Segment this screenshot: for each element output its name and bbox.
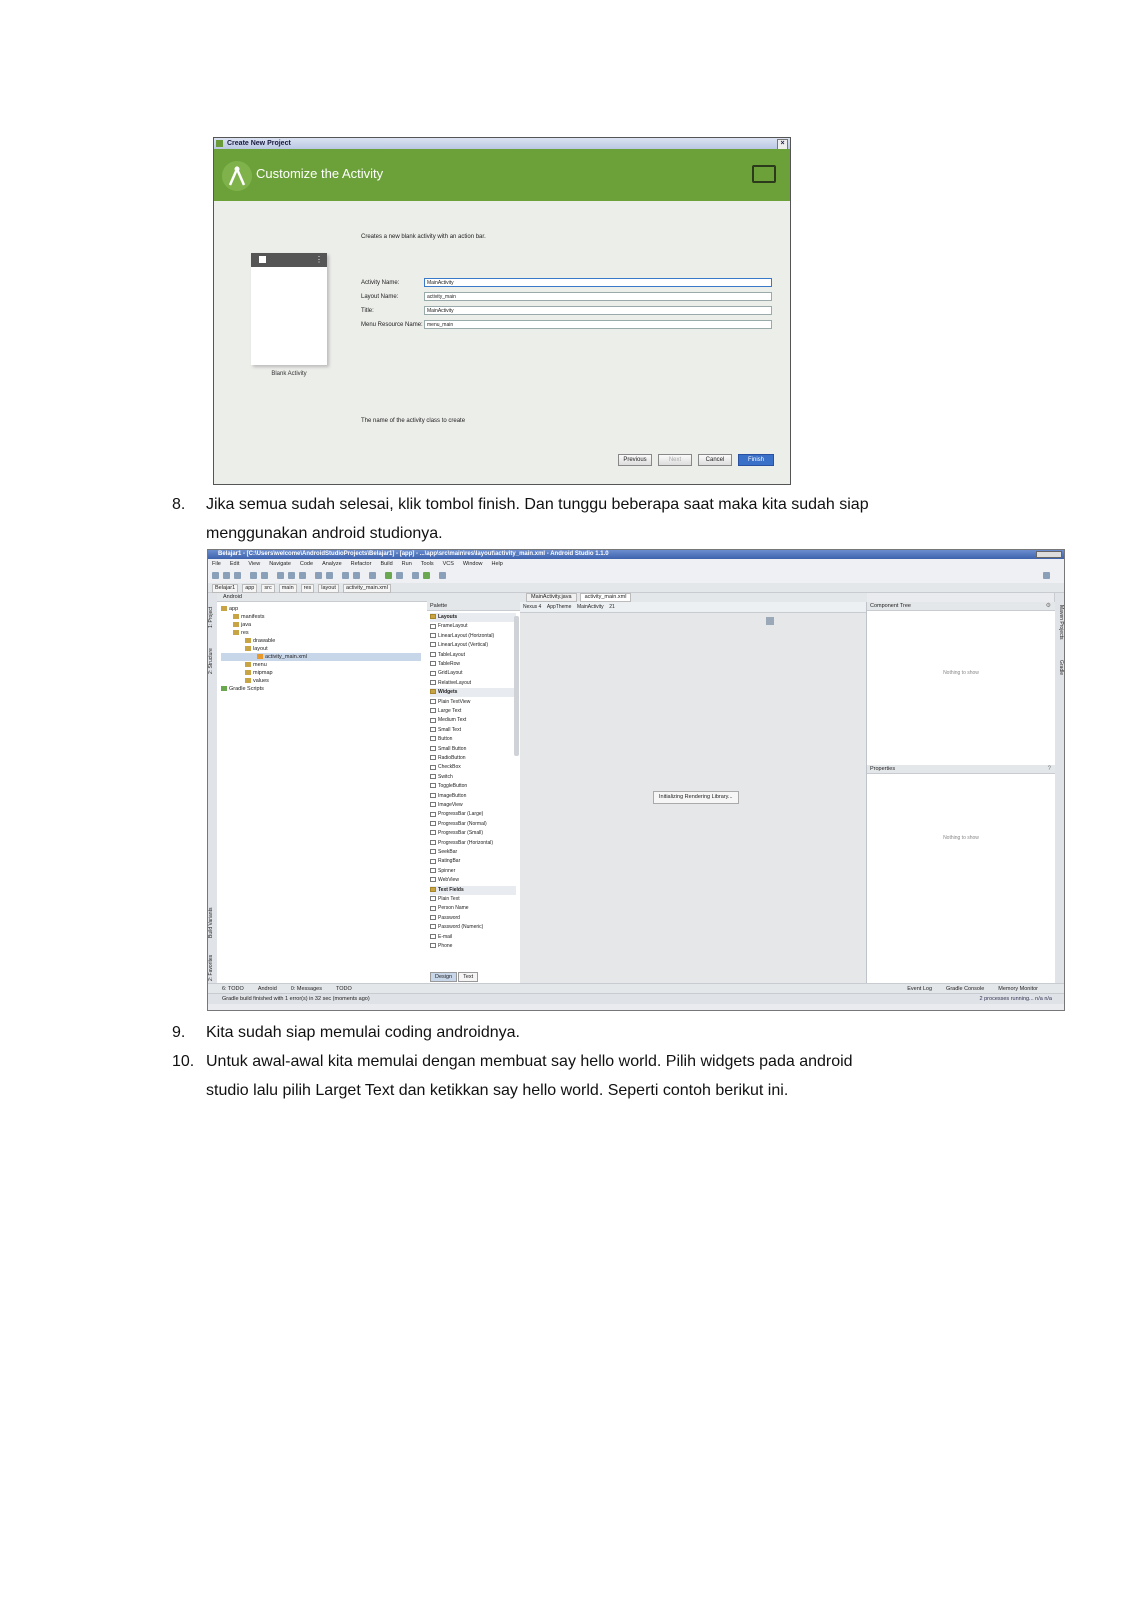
field-hint: The name of the activity class to create — [361, 418, 466, 424]
widget-icon — [430, 633, 436, 638]
menu-navigate[interactable]: Navigate — [269, 561, 291, 567]
step-8-line-1: Jika semua sudah selesai, klik tombol finish. Dan tunggu beberapa saat maka kita sudah siap — [206, 496, 869, 513]
dialog-header-title: Customize the Activity — [256, 166, 384, 181]
open-icon[interactable] — [212, 572, 219, 579]
api-level-selector[interactable]: 21 — [609, 604, 615, 610]
dialog-window-title: Create New Project — [227, 140, 291, 147]
widget-icon — [430, 896, 436, 901]
folder-icon — [233, 622, 239, 627]
menu-view[interactable]: View — [248, 561, 261, 567]
favorites-tool-tab[interactable]: 2: Favorites — [208, 954, 214, 982]
widget-icon — [430, 746, 436, 751]
palette-item[interactable]: Plain TextView — [430, 698, 470, 707]
palette-item[interactable]: TableLayout — [430, 651, 465, 660]
step-8-number: 8. — [172, 496, 186, 513]
tree-item-app[interactable]: app — [221, 605, 238, 613]
crumb-app[interactable]: app — [242, 584, 257, 593]
widget-icon — [430, 699, 436, 704]
widget-icon — [430, 849, 436, 854]
copy-icon[interactable] — [288, 572, 295, 579]
folder-icon — [233, 630, 239, 635]
widget-icon — [430, 840, 436, 845]
folder-icon — [245, 678, 251, 683]
settings-icon[interactable]: ⚙ — [1045, 603, 1051, 609]
folder-icon — [245, 670, 251, 675]
palette-item[interactable]: ProgressBar (Horizontal) — [430, 839, 493, 848]
widget-icon — [430, 736, 436, 741]
app-icon — [216, 140, 223, 147]
widget-icon — [430, 859, 436, 864]
layout-name-label: Layout Name: — [361, 294, 399, 300]
properties-header: Properties ? — [867, 765, 1055, 774]
step-9-line-1: Kita sudah siap memulai coding androidnya. — [206, 1024, 520, 1041]
widget-icon — [430, 652, 436, 657]
crumb-project[interactable]: Belajar1 — [212, 584, 238, 593]
project-panel — [217, 593, 428, 983]
ide-window-title: Belajar1 - [C:\Users\welcome\AndroidStudioProjects\Belajar1] - [app] - ...\app\src\main\res\layout\activity_main.xml - Android Studio 1.1.0 — [218, 551, 609, 557]
palette-item[interactable]: Password — [430, 914, 460, 923]
menu-code[interactable]: Code — [299, 561, 314, 567]
forward-icon[interactable] — [353, 572, 360, 579]
right-tool-strip — [1054, 593, 1064, 993]
widget-icon — [430, 868, 436, 873]
device-selector[interactable]: Nexus 4 — [523, 604, 542, 610]
folder-icon — [245, 662, 251, 667]
step-8-line-2: menggunakan android studionya. — [206, 525, 443, 542]
palette-item[interactable]: ProgressBar (Normal) — [430, 820, 487, 829]
palette-item[interactable]: ImageView — [430, 801, 463, 810]
palette-panel — [427, 602, 521, 983]
activity-preview — [251, 253, 327, 365]
crumb-file[interactable]: activity_main.xml — [343, 584, 391, 593]
palette-item[interactable]: RatingBar — [430, 857, 460, 866]
ide-titlebar — [208, 550, 1064, 559]
properties-panel — [866, 765, 1055, 983]
tree-item-mipmap[interactable]: mipmap — [245, 669, 273, 677]
find-icon[interactable] — [315, 572, 322, 579]
component-tree-header: Component Tree ⚙ — [867, 602, 1055, 611]
palette-item[interactable]: Medium Text — [430, 716, 466, 725]
menu-resource-input[interactable]: menu_main — [424, 320, 772, 329]
menu-refactor[interactable]: Refactor — [350, 561, 372, 567]
menu-analyze[interactable]: Analyze — [322, 561, 342, 567]
menu-resource-label: Menu Resource Name: — [361, 322, 423, 328]
crumb-res[interactable]: res — [301, 584, 315, 593]
palette-item[interactable]: RelativeLayout — [430, 679, 471, 688]
step-10-number: 10. — [172, 1053, 195, 1070]
crumb-layout[interactable]: layout — [318, 584, 339, 593]
android-studio-window — [207, 549, 1065, 1011]
title-label: Title: — [361, 308, 374, 314]
layout-editor-toolbar — [520, 602, 866, 613]
tree-item-activity-main[interactable]: activity_main.xml — [221, 653, 421, 661]
widget-icon — [430, 793, 436, 798]
design-text-tabs — [430, 972, 479, 982]
widget-icon — [430, 802, 436, 807]
widget-icon — [430, 906, 436, 911]
finish-button[interactable]: Finish — [738, 454, 774, 466]
palette-item[interactable]: Plain Text — [430, 895, 460, 904]
project-view-selector[interactable]: Android — [217, 593, 427, 602]
layout-name-input[interactable]: activity_main — [424, 292, 772, 301]
android-studio-logo-icon — [222, 161, 252, 191]
preview-app-icon — [259, 256, 266, 263]
activity-name-input[interactable]: MainActivity — [424, 278, 772, 287]
memory-monitor-tab[interactable]: Memory Monitor — [998, 986, 1038, 992]
palette-group[interactable]: Widgets — [430, 688, 516, 697]
cut-icon[interactable] — [277, 572, 284, 579]
redo-icon[interactable] — [261, 572, 268, 579]
debug-icon[interactable] — [396, 572, 403, 579]
tab-mainactivity-java[interactable]: MainActivity.java — [526, 593, 577, 602]
palette-item[interactable]: Small Text — [430, 726, 461, 735]
palette-item[interactable]: TableRow — [430, 660, 460, 669]
structure-tool-tab[interactable]: 2: Structure — [208, 648, 214, 674]
menu-bar — [208, 559, 1064, 569]
palette-item[interactable]: Button — [430, 735, 452, 744]
design-canvas[interactable] — [520, 613, 866, 983]
palette-group[interactable]: Text Fields — [430, 886, 516, 895]
palette-item[interactable]: Large Text — [430, 707, 461, 716]
back-icon[interactable] — [342, 572, 349, 579]
maven-tool-tab[interactable]: Maven Projects — [1058, 604, 1064, 640]
palette-item[interactable]: ProgressBar (Large) — [430, 810, 483, 819]
palette-item[interactable]: Switch — [430, 773, 453, 782]
tree-item-java[interactable]: java — [233, 621, 251, 629]
preview-action-bar — [251, 253, 327, 267]
android-tool-tab[interactable]: Android — [257, 986, 277, 992]
xml-file-icon — [257, 654, 263, 659]
palette-item[interactable]: Small Button — [430, 745, 466, 754]
palette-item[interactable]: E-mail — [430, 933, 452, 942]
widget-icon — [430, 765, 436, 770]
help-icon[interactable] — [439, 572, 446, 579]
palette-group[interactable]: Layouts — [430, 613, 516, 622]
tab-activity-main-xml[interactable]: activity_main.xml — [580, 593, 632, 602]
palette-item[interactable]: ImageButton — [430, 792, 466, 801]
palette-item[interactable]: ToggleButton — [430, 782, 467, 791]
tree-item-layout[interactable]: layout — [245, 645, 268, 653]
window-controls[interactable] — [1036, 551, 1062, 558]
palette-item[interactable]: ProgressBar (Small) — [430, 829, 483, 838]
search-icon[interactable] — [1043, 572, 1050, 579]
widget-icon — [430, 821, 436, 826]
project-tool-tab[interactable]: 1: Project — [208, 606, 214, 628]
component-tree-empty: Nothing to show — [943, 670, 979, 676]
title-input[interactable]: MainActivity — [424, 306, 772, 315]
event-log-tab[interactable]: Event Log — [907, 986, 933, 992]
run-icon[interactable] — [385, 572, 392, 579]
breadcrumb — [208, 583, 1064, 593]
widget-icon — [430, 934, 436, 939]
zoom-actual-icon[interactable] — [766, 617, 774, 625]
tree-item-drawable[interactable]: drawable — [245, 637, 275, 645]
folder-icon — [233, 614, 239, 619]
todo-tool-tab[interactable]: 6: TODO — [222, 986, 244, 992]
activity-selector[interactable]: MainActivity — [576, 604, 604, 610]
tree-item-res[interactable]: res — [233, 629, 249, 637]
palette-item[interactable]: RadioButton — [430, 754, 466, 763]
status-bar — [208, 993, 1064, 1004]
close-icon[interactable]: × — [777, 139, 788, 150]
widget-icon — [430, 661, 436, 666]
messages-tool-tab[interactable]: 0: Messages — [290, 986, 322, 992]
build-variants-tool-tab[interactable]: Build Variants — [208, 907, 214, 939]
menu-window[interactable]: Window — [462, 561, 483, 567]
rendering-status: Initializing Rendering Library... — [653, 791, 739, 804]
cancel-button[interactable]: Cancel — [698, 454, 732, 466]
paste-icon[interactable] — [299, 572, 306, 579]
crumb-src[interactable]: src — [261, 584, 274, 593]
widget-icon — [430, 924, 436, 929]
menu-help[interactable]: Help — [491, 561, 503, 567]
main-toolbar — [208, 569, 1064, 584]
preview-caption: Blank Activity — [271, 371, 307, 377]
gradle-tool-tab[interactable]: Gradle — [1058, 660, 1064, 676]
tab-text[interactable]: Text — [458, 972, 478, 982]
folder-icon — [245, 638, 251, 643]
folder-icon — [430, 689, 436, 694]
folder-icon — [430, 887, 436, 892]
gradle-console-tab[interactable]: Gradle Console — [946, 986, 985, 992]
menu-file[interactable]: File — [212, 561, 221, 567]
status-message: Gradle build finished with 1 error(s) in 32 sec (moments ago) — [222, 996, 370, 1002]
background-tasks[interactable]: 2 processes running... n/a n/a — [979, 996, 1052, 1002]
widget-icon — [430, 624, 436, 629]
menu-vcs[interactable]: VCS — [442, 561, 454, 567]
tree-item-gradle-scripts[interactable]: Gradle Scripts — [221, 685, 264, 693]
palette-item[interactable]: Spinner — [430, 867, 455, 876]
properties-empty: Nothing to show — [943, 835, 979, 841]
widget-icon — [430, 774, 436, 779]
menu-build[interactable]: Build — [380, 561, 393, 567]
undo-icon[interactable] — [250, 572, 257, 579]
tab-design[interactable]: Design — [430, 972, 457, 982]
widget-icon — [430, 755, 436, 760]
palette-item[interactable]: FrameLayout — [430, 622, 467, 631]
activity-name-label: Activity Name: — [361, 280, 400, 286]
device-form-factor-icon — [752, 165, 776, 183]
palette-item[interactable]: LinearLayout (Vertical) — [430, 641, 488, 650]
step-10-line-2: studio lalu pilih Larget Text dan ketikkan say hello world. Seperti contoh berikut ini. — [206, 1082, 789, 1099]
palette-item[interactable]: Person Name — [430, 904, 469, 913]
tree-item-menu[interactable]: menu — [245, 661, 267, 669]
widget-icon — [430, 718, 436, 723]
widget-icon — [430, 671, 436, 676]
previous-button[interactable]: Previous — [618, 454, 652, 466]
menu-edit[interactable]: Edit — [229, 561, 240, 567]
gradle-icon — [221, 686, 227, 691]
palette-scrollbar[interactable] — [514, 616, 519, 756]
theme-selector[interactable]: AppTheme — [546, 604, 572, 610]
palette-header: Palette — [427, 602, 520, 611]
palette-item[interactable]: Password (Numeric) — [430, 923, 483, 932]
replace-icon[interactable] — [326, 572, 333, 579]
dialog-intro: Creates a new blank activity with an action bar. — [361, 234, 486, 240]
palette-item[interactable]: GridLayout — [430, 669, 462, 678]
make-icon[interactable] — [369, 572, 376, 579]
avd-manager-icon[interactable] — [423, 572, 430, 579]
widget-icon — [430, 680, 436, 685]
dialog-header — [214, 149, 790, 201]
tree-item-values[interactable]: values — [245, 677, 269, 685]
folder-icon — [221, 606, 227, 611]
widget-icon — [430, 783, 436, 788]
crumb-main[interactable]: main — [279, 584, 297, 593]
widget-icon — [430, 727, 436, 732]
component-tree-panel — [866, 602, 1055, 765]
todo2-tool-tab[interactable]: TODO — [335, 986, 352, 992]
palette-item[interactable]: LinearLayout (Horizontal) — [430, 632, 494, 641]
step-9-number: 9. — [172, 1024, 186, 1041]
help-icon[interactable]: ? — [1047, 766, 1051, 772]
next-button[interactable]: Next — [658, 454, 692, 466]
widget-icon — [430, 708, 436, 713]
overflow-menu-icon: ⋮ — [315, 255, 323, 264]
step-10-line-1: Untuk awal-awal kita memulai dengan membuat say hello world. Pilih widgets pada android — [206, 1053, 853, 1070]
palette-item[interactable]: CheckBox — [430, 763, 461, 772]
widget-icon — [430, 915, 436, 920]
palette-item[interactable]: SeekBar — [430, 848, 457, 857]
palette-item[interactable]: Phone — [430, 942, 452, 951]
widget-icon — [430, 812, 436, 817]
sync-icon[interactable] — [234, 572, 241, 579]
palette-item[interactable]: WebView — [430, 876, 459, 885]
menu-tools[interactable]: Tools — [420, 561, 434, 567]
widget-icon — [430, 877, 436, 882]
dialog-titlebar — [214, 138, 790, 149]
create-project-dialog — [213, 137, 791, 485]
menu-run[interactable]: Run — [401, 561, 412, 567]
folder-icon — [245, 646, 251, 651]
widget-icon — [430, 943, 436, 948]
widget-icon — [430, 830, 436, 835]
save-icon[interactable] — [223, 572, 230, 579]
widget-icon — [430, 642, 436, 647]
tree-item-manifests[interactable]: manifests — [233, 613, 265, 621]
sdk-manager-icon[interactable] — [412, 572, 419, 579]
folder-icon — [430, 614, 436, 619]
